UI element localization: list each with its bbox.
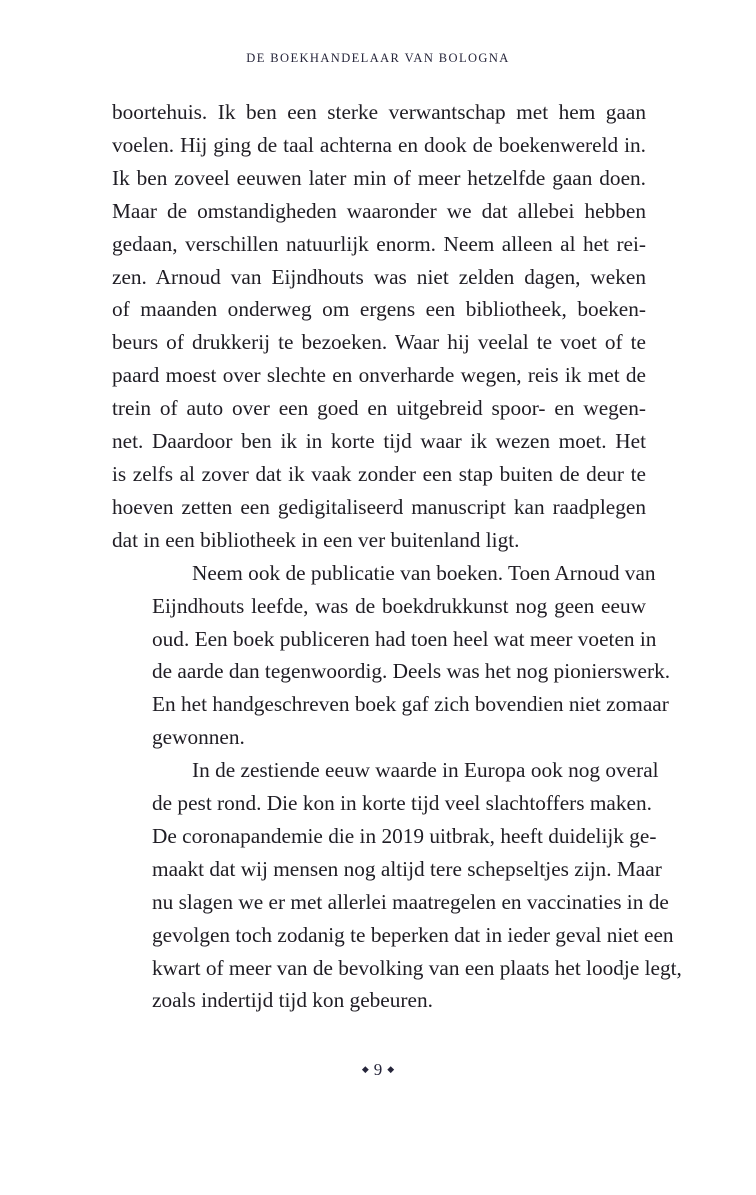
text-line: oud. Een boek publiceren had toen heel wat meer voeten in bbox=[152, 626, 657, 651]
text-line: Ik ben zoveel eeuwen later min of meer hetzelfde gaan doen. bbox=[112, 165, 646, 190]
paragraph-2 bbox=[112, 557, 671, 754]
running-head: DE BOEKHANDELAAR VAN BOLOGNA bbox=[246, 51, 510, 65]
text-line: Neem ook de publicatie van boeken. Toen Arnoud van bbox=[192, 560, 656, 585]
text-line: de pest rond. Die kon in korte tijd veel slachtoffers maken. bbox=[152, 791, 652, 816]
paragraph-1 bbox=[112, 96, 646, 557]
text-line: trein of auto over een goed en uitgebreid spoor- en wegen- bbox=[112, 396, 646, 421]
text-line: zoals indertijd tijd kon gebeuren. bbox=[152, 988, 433, 1013]
text-line: kwart of meer van de bevolking van een plaats het loodje legt, bbox=[152, 955, 682, 980]
text-line: In de zestiende eeuw waarde in Europa ook nog overal bbox=[192, 758, 659, 783]
text-line: net. Daardoor ben ik in korte tijd waar ik wezen moet. Het bbox=[112, 429, 646, 454]
text-line: De coronapandemie die in 2019 uitbrak, heeft duidelijk ge- bbox=[152, 823, 657, 848]
diamond-ornament-icon: ◆ bbox=[387, 1064, 395, 1074]
text-line: zen. Arnoud van Eijndhouts was niet zelden dagen, weken bbox=[112, 264, 646, 289]
text-line: is zelfs al zover dat ik vaak zonder een stap buiten de deur te bbox=[112, 461, 646, 486]
text-line: Eijndhouts leefde, was de boekdrukkunst nog geen eeuw bbox=[152, 593, 646, 618]
body-text bbox=[112, 96, 682, 1017]
text-line: En het handgeschreven boek gaf zich bovendien niet zomaar bbox=[152, 692, 669, 717]
text-line: gevolgen toch zodanig te beperken dat in ieder geval niet een bbox=[152, 922, 674, 947]
diamond-ornament-icon: ◆ bbox=[361, 1064, 369, 1074]
text-line: beurs of drukkerij te bezoeken. Waar hij veelal te voet of te bbox=[112, 330, 646, 355]
text-line: de aarde dan tegenwoordig. Deels was het nog pionierswerk. bbox=[152, 659, 671, 684]
text-line: paard moest over slechte en onverharde wegen, reis ik met de bbox=[112, 363, 646, 388]
text-line: dat in een bibliotheek in een ver buitenland ligt. bbox=[112, 527, 520, 552]
text-line: of maanden onderweg om ergens een bibliotheek, boeken- bbox=[112, 297, 646, 322]
page-number-value: 9 bbox=[373, 1060, 383, 1079]
text-line: gedaan, verschillen natuurlijk enorm. Neem alleen al het rei- bbox=[112, 231, 646, 256]
text-line: voelen. Hij ging de taal achterna en dook de boekenwereld in. bbox=[112, 132, 646, 157]
text-line: hoeven zetten een gedigitaliseerd manuscript kan raadplegen bbox=[112, 494, 646, 519]
text-line: Maar de omstandigheden waaronder we dat allebei hebben bbox=[112, 198, 646, 223]
text-line: boortehuis. Ik ben een sterke verwantschap met hem gaan bbox=[112, 100, 646, 124]
paragraph-3 bbox=[112, 754, 682, 1017]
text-line: maakt dat wij mensen nog altijd tere schepseltjes zijn. Maar bbox=[152, 856, 662, 881]
text-line: nu slagen we er met allerlei maatregelen en vaccinaties in de bbox=[152, 889, 669, 914]
page-number bbox=[0, 1060, 756, 1080]
text-line: gewonnen. bbox=[152, 725, 245, 750]
